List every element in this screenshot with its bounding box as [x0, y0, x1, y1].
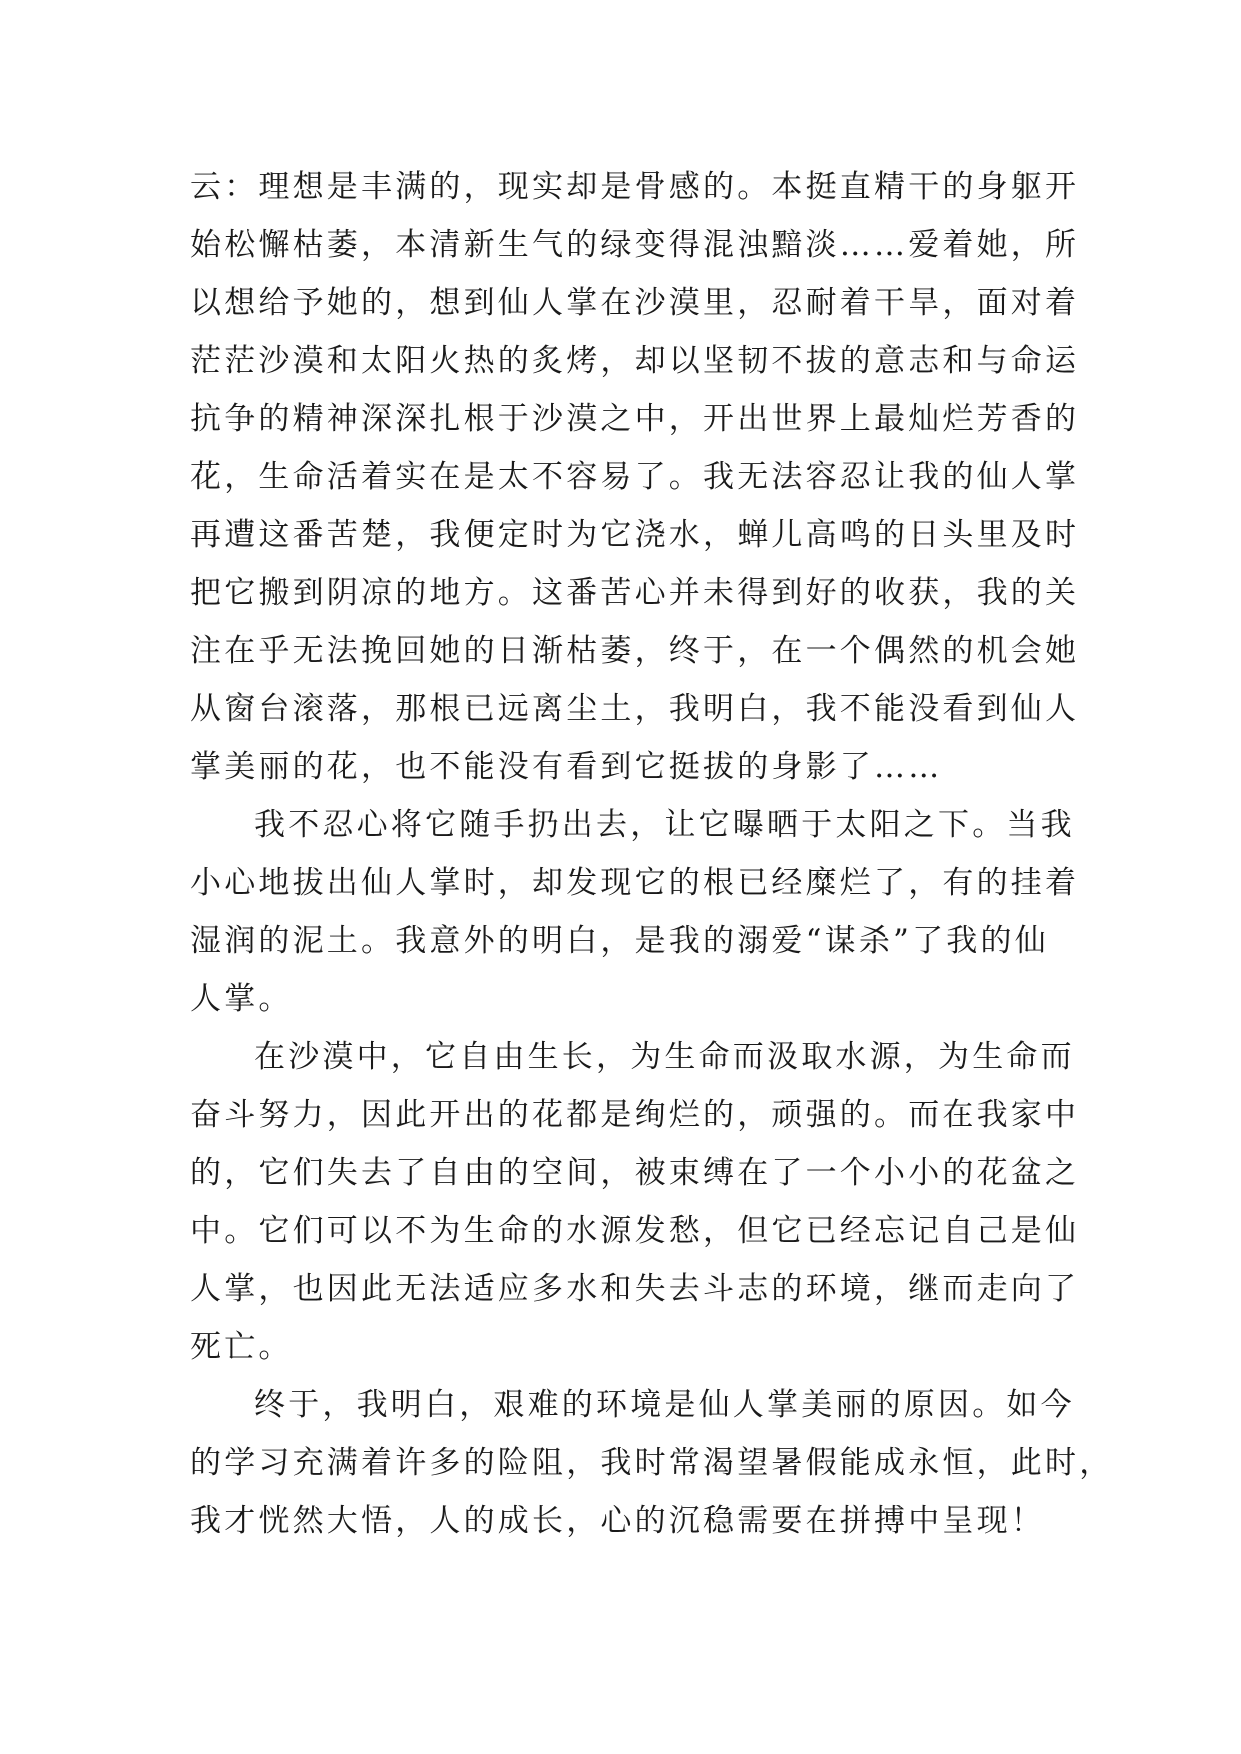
article-body [190, 158, 1114, 1550]
paragraph-4 [190, 1376, 1114, 1550]
paragraph-1 [190, 158, 1080, 796]
text-line: 的学习充满着许多的险阻，我时常渴望暑假能成永恒，此时， [190, 1445, 1114, 1481]
text-line: 中。它们可以不为生命的水源发愁，但它已经忘记自己是仙 [190, 1213, 1080, 1249]
text-line-indented: 我不忍心将它随手扔出去，让它曝晒于太阳之下。当我 [254, 807, 1075, 843]
text-line: 我才恍然大悟，人的成长，心的沉稳需要在拼搏中呈现！ [190, 1503, 1045, 1539]
text-line: 的，它们失去了自由的空间，被束缚在了一个小小的花盆之 [190, 1155, 1080, 1191]
paragraph-2 [190, 796, 1080, 1028]
text-line: 云：理想是丰满的，现实却是骨感的。本挺直精干的身躯开 [190, 169, 1080, 205]
text-line: 人掌，也因此无法适应多水和失去斗志的环境，继而走向了 [190, 1271, 1080, 1307]
text-line: 抗争的精神深深扎根于沙漠之中，开出世界上最灿烂芳香的 [190, 401, 1080, 437]
text-line: 奋斗努力，因此开出的花都是绚烂的，顽强的。而在我家中 [190, 1097, 1080, 1133]
text-line: 注在乎无法挽回她的日渐枯萎，终于，在一个偶然的机会她 [190, 633, 1080, 669]
text-line: 湿润的泥土。我意外的明白，是我的溺爱“谋杀”了我的仙 [190, 923, 1049, 959]
text-line: 花，生命活着实在是太不容易了。我无法容忍让我的仙人掌 [190, 459, 1080, 495]
text-line: 以想给予她的，想到仙人掌在沙漠里，忍耐着干旱，面对着 [190, 285, 1080, 321]
text-line: 死亡。 [190, 1329, 293, 1365]
text-line: 从窗台滚落，那根已远离尘土，我明白，我不能没看到仙人 [190, 691, 1080, 727]
text-line-indented: 终于，我明白，艰难的环境是仙人掌美丽的原因。如今 [254, 1387, 1075, 1423]
text-line: 始松懈枯萎，本清新生气的绿变得混浊黯淡……爱着她，所 [190, 227, 1080, 263]
text-line: 小心地拔出仙人掌时，却发现它的根已经糜烂了，有的挂着 [190, 865, 1080, 901]
text-line: 把它搬到阴凉的地方。这番苦心并未得到好的收获，我的关 [190, 575, 1080, 611]
paragraph-3 [190, 1028, 1080, 1376]
text-line: 人掌。 [190, 981, 293, 1017]
text-line: 掌美丽的花，也不能没有看到它挺拔的身影了…… [190, 749, 943, 785]
text-line: 再遭这番苦楚，我便定时为它浇水，蝉儿高鸣的日头里及时 [190, 517, 1080, 553]
text-line: 茫茫沙漠和太阳火热的炙烤，却以坚韧不拔的意志和与命运 [190, 343, 1080, 379]
text-line-indented: 在沙漠中，它自由生长，为生命而汲取水源，为生命而 [254, 1039, 1075, 1075]
